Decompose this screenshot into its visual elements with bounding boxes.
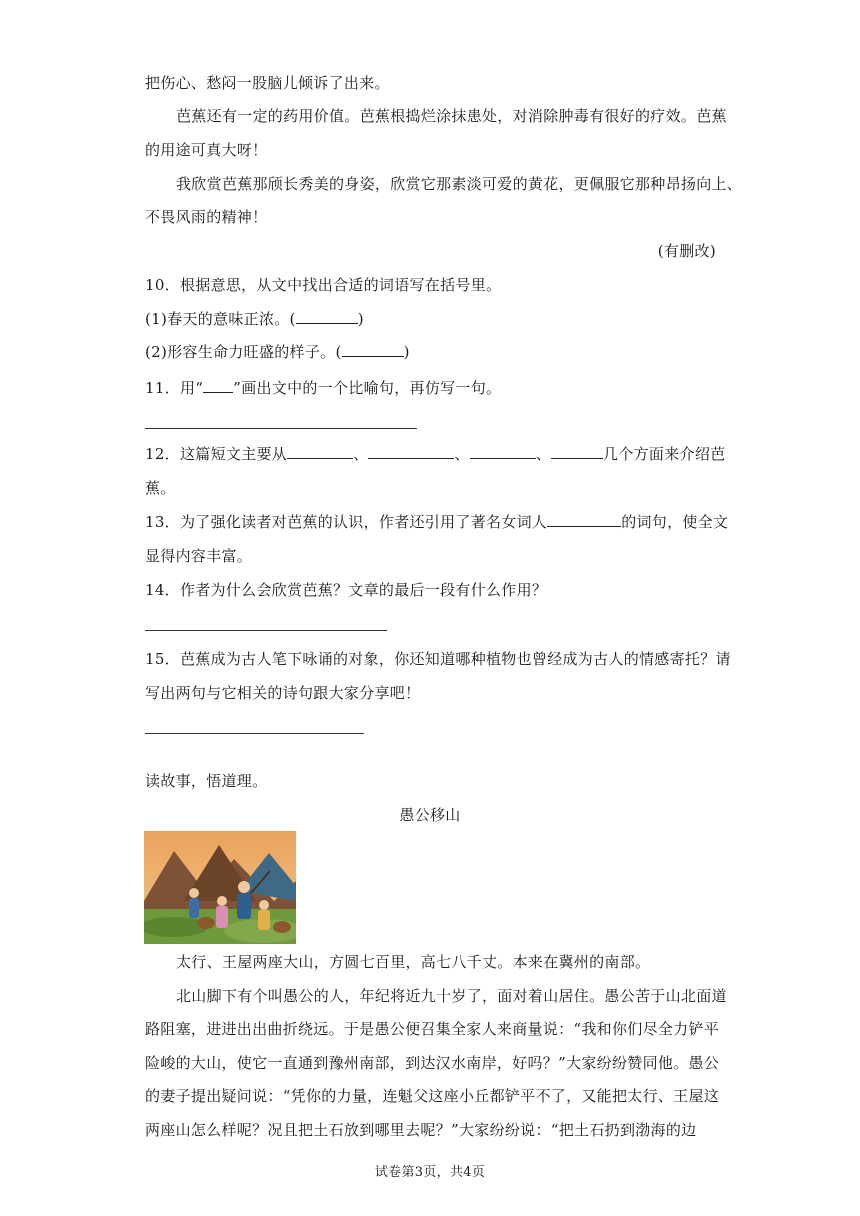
- passage-paragraph-medicine: 芭蕉还有一定的药用价值。芭蕉根捣烂涂抹患处，对消除肿毒有很好的疗效。芭蕉: [176, 107, 727, 125]
- separator: 、: [535, 445, 552, 463]
- story-title: 愚公移山: [399, 806, 461, 824]
- passage-line: 不畏风雨的精神！: [145, 208, 268, 226]
- separator: 、: [353, 445, 369, 463]
- item-close: ): [357, 310, 364, 328]
- answer-blank[interactable]: [470, 444, 536, 459]
- story-line: 路阻塞，进进出出曲折绕远。于是愚公便召集全家人来商量说：“我和你们尽全力铲平: [145, 1020, 720, 1038]
- question-15-line1: 15．芭蕉成为古人笔下咏诵的对象，你还知道哪种植物也曾经成为古人的情感寄托？请: [145, 650, 731, 668]
- story-illustration: [144, 831, 296, 944]
- question-13-stem: [145, 512, 728, 532]
- underline-mark: [203, 378, 233, 393]
- stem-part: ”画出文中的一个比喻句，再仿写一句。: [233, 379, 502, 397]
- passage-paragraph-admire: 我欣赏芭蕉那颀长秀美的身姿，欣赏它那素淡可爱的黄花，更佩服它那种昂扬向上、: [176, 175, 743, 193]
- separator: 、: [454, 445, 470, 463]
- story-line: 两座山怎么样呢？况且把土石放到哪里去呢？”大家纷纷说：“把土石扔到渤海的边: [145, 1121, 697, 1139]
- story-paragraph-1: 太行、王屋两座大山，方圆七百里，高七八千丈。本来在冀州的南部。: [176, 953, 651, 971]
- answer-blank[interactable]: [342, 342, 404, 357]
- question-13-line2: 显得内容丰富。: [145, 547, 253, 565]
- passage-line: 的用途可真大呀！: [145, 141, 268, 159]
- answer-blank[interactable]: [287, 444, 353, 459]
- question-12-stem: [145, 444, 725, 464]
- question-12-line2: 蕉。: [145, 479, 176, 497]
- story-line: 险峻的大山，使它一直通到豫州南部，到达汉水南岸，好吗？”大家纷纷赞同他。愚公: [145, 1054, 720, 1072]
- item-text: (1)春天的意味正浓。(: [145, 310, 296, 328]
- question-11-stem: [145, 378, 501, 398]
- page-footer: 试卷第3页，共4页: [374, 1165, 486, 1180]
- story-line: 的妻子提出疑问说：“凭你的力量，连魁父这座小丘都铲平不了，又能把太行、王屋这: [145, 1087, 720, 1105]
- question-10-item-1: [145, 309, 364, 329]
- story-paragraph-2: 北山脚下有个叫愚公的人，年纪将近九十岁了，面对着山居住。愚公苦于山北面道: [176, 987, 727, 1005]
- question-15-line2: 写出两句与它相关的诗句跟大家分享吧！: [145, 684, 421, 702]
- answer-line[interactable]: [145, 428, 417, 429]
- passage-line: 把伤心、愁闷一股脑儿倾诉了出来。: [145, 74, 390, 92]
- stem-part: 11．用“: [145, 379, 204, 397]
- source-note: (有删改): [657, 242, 716, 260]
- item-close: ): [403, 343, 410, 361]
- stem-part: 13．为了强化读者对芭蕉的认识，作者还引用了著名女词人: [145, 513, 548, 531]
- stem-part: 12．这篇短文主要从: [145, 445, 288, 463]
- answer-blank[interactable]: [368, 444, 454, 459]
- question-10-item-2: [145, 342, 410, 362]
- answer-line[interactable]: [145, 733, 364, 734]
- stem-part: 几个方面来介绍芭: [603, 445, 726, 463]
- item-text: (2)形容生命力旺盛的样子。(: [145, 343, 342, 361]
- answer-line[interactable]: [145, 630, 387, 631]
- answer-blank[interactable]: [551, 444, 603, 459]
- question-10-stem: 10．根据意思，从文中找出合适的词语写在括号里。: [145, 276, 502, 294]
- stem-part: 的词句，使全文: [621, 513, 729, 531]
- answer-blank[interactable]: [547, 512, 621, 527]
- question-14-stem: 14．作者为什么会欣赏芭蕉？文章的最后一段有什么作用？: [145, 581, 548, 599]
- section-heading: 读故事，悟道理。: [145, 772, 268, 790]
- answer-blank[interactable]: [296, 309, 358, 324]
